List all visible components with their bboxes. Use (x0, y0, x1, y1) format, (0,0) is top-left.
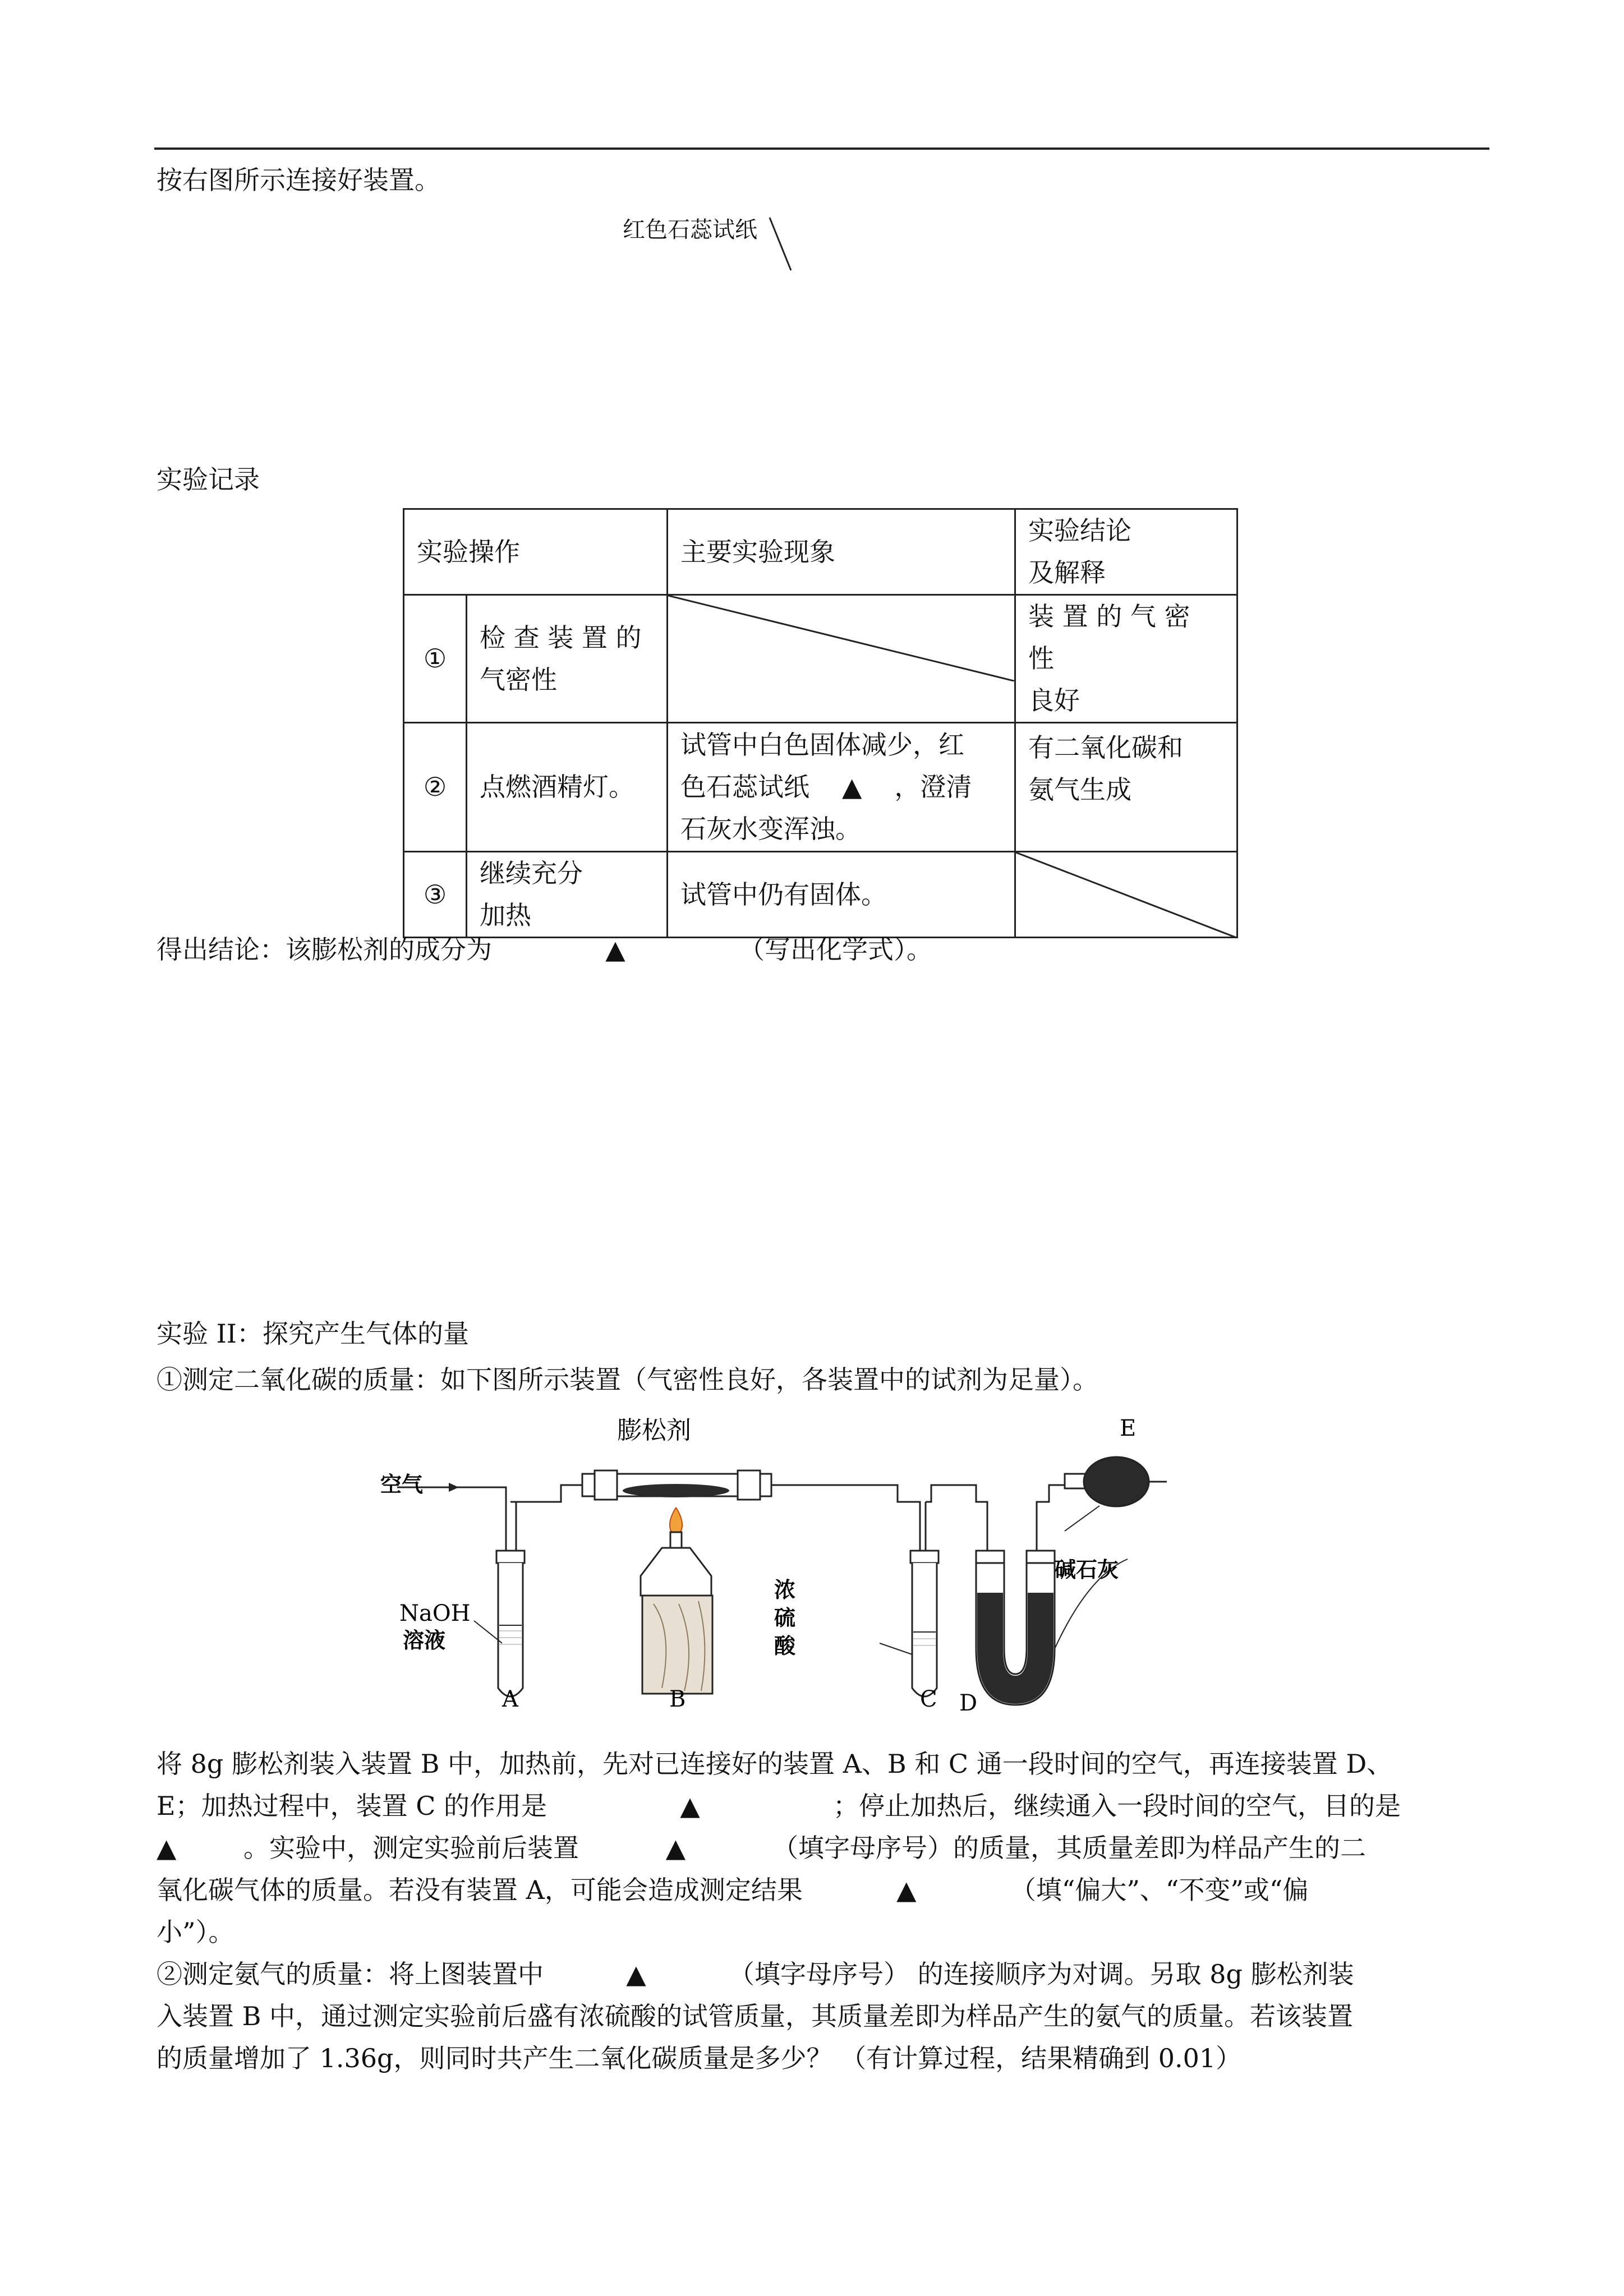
row-conclusion (1015, 595, 1237, 723)
tube-c (910, 1551, 938, 1696)
row-operation-line1: 继续充分 (480, 858, 583, 888)
intro-text: 按右图所示连接好装置。 (157, 165, 440, 195)
para-text: 。实验中，测定实验前后装置 (243, 1833, 579, 1863)
row-operation-line2: 气密性 (480, 664, 557, 695)
row-conclusion-line2: 氨气生成 (1028, 774, 1131, 805)
para2-line2: 入装置 B 中，通过测定实验前后盛有浓硫酸的试管质量，其质量差即为样品产生的氨气的质量。若该装置 (157, 2001, 1354, 2031)
label-b: B (669, 1686, 686, 1712)
para1-line4 (157, 1877, 1308, 1903)
air-label: 空气 (380, 1472, 424, 1497)
row-number: ② (404, 723, 467, 852)
naoh-label: NaOH (399, 1601, 471, 1626)
row-phenomenon (668, 723, 1015, 852)
tube-a (496, 1551, 525, 1696)
soda-lime-label: 碱石灰 (1055, 1557, 1119, 1582)
para1-line5: 小”）。 (157, 1917, 234, 1947)
drying-tube-e (1065, 1457, 1167, 1506)
row-conclusion-line2: 良好 (1028, 685, 1080, 716)
row-conclusion (1015, 723, 1237, 852)
experiment-record-table (403, 508, 1238, 938)
row-operation-line1: 检 查 装 置 的 (480, 622, 642, 653)
header-conclusion (1015, 509, 1237, 595)
para-text: （填“偏大”、“不变”或“偏 (1010, 1875, 1309, 1905)
naoh-solution-label: 溶液 (403, 1628, 446, 1653)
answer-blank: ▲ (896, 1875, 917, 1905)
wooden-block (642, 1596, 712, 1694)
para-text: （填字母序号）的质量，其质量差即为样品产生的二 (772, 1833, 1366, 1863)
air-arrow-head (449, 1483, 459, 1492)
litmus-pointer-line (763, 213, 797, 275)
para2-line3: 的质量增加了 1.36g，则同时共产生二氧化碳质量是多少？ （有计算过程，结果精确到 0.01） (157, 2043, 1242, 2073)
row-phenomenon: 试管中仍有固体。 (668, 852, 1015, 938)
leavening-sample (623, 1484, 729, 1497)
row-phenomenon-line3: 石灰水变浑浊。 (680, 814, 861, 844)
para-text: ②测定氨气的质量：将上图装置中 (157, 1959, 544, 1989)
label-e: E (1120, 1416, 1137, 1441)
record-title: 实验记录 (157, 464, 260, 495)
answer-blank: ▲ (680, 1791, 700, 1821)
para2-line1 (157, 1961, 1354, 1987)
answer-blank: ▲ (842, 772, 862, 802)
row-phenomenon-line1: 试管中白色固体减少，红 (680, 730, 964, 760)
conclusion-prefix: 得出结论：该膨松剂的成分为 (157, 934, 492, 965)
acid-label-1: 浓 (774, 1578, 796, 1602)
table-row (404, 595, 1237, 723)
row-number: ① (404, 595, 467, 723)
row-phenomenon-empty (668, 595, 1015, 723)
table-header-row (404, 509, 1237, 595)
header-conclusion-line2: 及解释 (1028, 557, 1106, 588)
para1-line1: 将 8g 膨松剂装入装置 B 中，加热前，先对已连接好的装置 A、B 和 C 通一段时间的空气，再连接装置 D、 (157, 1749, 1393, 1779)
diagonal-strike (668, 596, 1016, 681)
apparatus-diagram (359, 1408, 1212, 1722)
diagonal-strike (1016, 852, 1238, 938)
label-c: C (920, 1686, 937, 1712)
exp2-part1-intro: ①测定二氧化碳的质量：如下图所示装置（气密性良好，各装置中的试剂为足量）。 (157, 1364, 1098, 1395)
row-number: ③ (404, 852, 467, 938)
row-operation (467, 595, 668, 723)
leavening-label: 膨松剂 (617, 1416, 691, 1445)
acid-label-2: 硫 (774, 1606, 796, 1630)
row-conclusion-line1: 有二氧化碳和 (1028, 732, 1183, 763)
phenomenon-text: ，澄清 (894, 772, 972, 802)
soda-lime-pointer (1065, 1506, 1099, 1531)
para-text: 氧化碳气体的质量。若没有装置 A，可能会造成测定结果 (157, 1875, 803, 1905)
para-text: ；停止加热后，继续通入一段时间的空气，目的是 (833, 1791, 1401, 1821)
u-tube-d (976, 1551, 1055, 1705)
answer-blank: ▲ (605, 934, 625, 965)
acid-label-3: 酸 (774, 1634, 796, 1658)
label-d: D (959, 1690, 978, 1716)
header-conclusion-line1: 实验结论 (1028, 515, 1131, 546)
litmus-paper-label: 红色石蕊试纸 (623, 217, 757, 243)
row-conclusion-line1: 装 置 的 气 密 性 (1028, 601, 1190, 674)
header-rule (154, 147, 1489, 150)
phenomenon-text: 色石蕊试纸 (680, 772, 809, 802)
answer-blank: ▲ (665, 1833, 686, 1863)
table-row (404, 852, 1237, 938)
exp2-title: 实验 II：探究产生气体的量 (157, 1318, 469, 1349)
answer-blank: ▲ (626, 1959, 646, 1989)
header-operation: 实验操作 (404, 509, 668, 595)
para1-line3 (157, 1835, 1366, 1861)
row-operation (467, 852, 668, 938)
row-phenomenon-line2 (680, 766, 1002, 808)
alcohol-lamp (641, 1507, 711, 1596)
row-conclusion-empty (1015, 852, 1237, 938)
answer-blank: ▲ (157, 1833, 177, 1863)
para-text: （填字母序号） 的连接顺序为对调。另取 8g 膨松剂装 (729, 1959, 1354, 1989)
conclusion-line (157, 934, 932, 965)
row-operation-line2: 加热 (480, 900, 531, 930)
para-text: E；加热过程中，装置 C 的作用是 (157, 1791, 548, 1821)
label-a: A (502, 1686, 518, 1712)
para1-line2 (157, 1793, 1401, 1819)
table-row (404, 723, 1237, 852)
conclusion-suffix: （写出化学式）。 (739, 934, 932, 965)
header-phenomenon: 主要实验现象 (668, 509, 1015, 595)
row-operation: 点燃酒精灯。 (467, 723, 668, 852)
